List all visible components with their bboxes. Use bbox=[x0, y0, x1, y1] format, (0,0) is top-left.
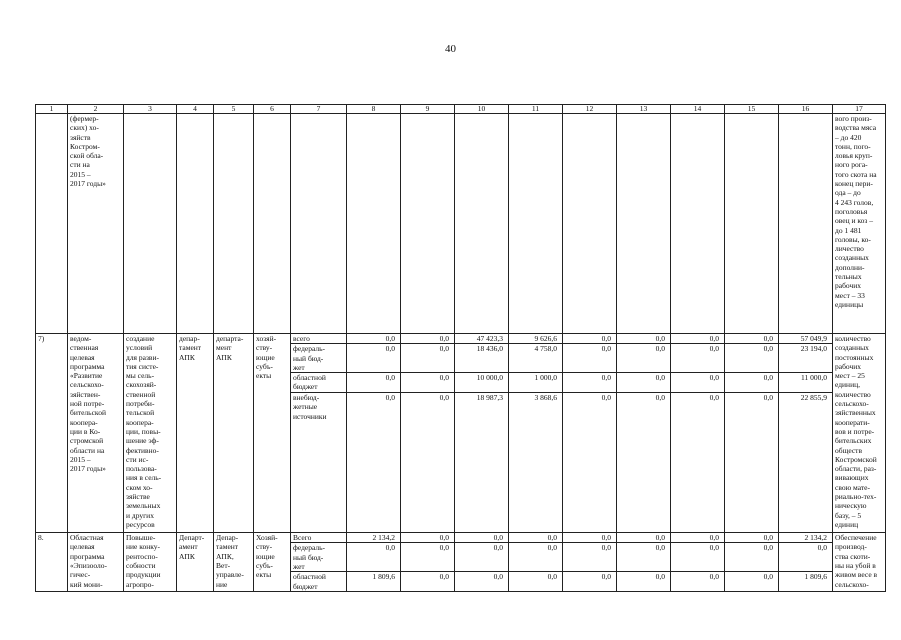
amount-cell: 0,0 bbox=[563, 344, 617, 373]
header-cell: 15 bbox=[725, 105, 779, 114]
amount-cell: 9 626,6 bbox=[509, 334, 563, 344]
header-cell: 11 bbox=[509, 105, 563, 114]
program-name: ведом- ственная целевая программа «Развитие сельскохо- зяйствен- ной потре- бительской коопера- ции в Ко- стромской области на 2015 – 2017 годы» bbox=[68, 334, 124, 533]
amount-cell: 11 000,0 bbox=[779, 373, 833, 393]
amount-cell: 0,0 bbox=[617, 533, 671, 543]
header-cell: 2 bbox=[68, 105, 124, 114]
header-cell: 1 bbox=[36, 105, 68, 114]
amount-cell: 0,0 bbox=[509, 543, 563, 572]
amount-cell: 0,0 bbox=[347, 334, 401, 344]
amount-cell: 0,0 bbox=[455, 572, 509, 592]
row-number: 7) bbox=[36, 334, 68, 533]
amount-cell: 0,0 bbox=[725, 373, 779, 393]
amount-cell: 0,0 bbox=[455, 533, 509, 543]
co-executor: Депар- тамент АПК, Вет- управле- ние bbox=[214, 533, 254, 592]
amount-cell: 2 134,2 bbox=[347, 533, 401, 543]
header-cell: 13 bbox=[617, 105, 671, 114]
funding-row bbox=[36, 533, 886, 543]
amount-cell: 0,0 bbox=[347, 543, 401, 572]
program-row-8 bbox=[36, 533, 886, 592]
header-cell: 12 bbox=[563, 105, 617, 114]
funding-source: Всего bbox=[291, 533, 347, 543]
amount-cell: 0,0 bbox=[617, 543, 671, 572]
amount-cell: 23 194,0 bbox=[779, 344, 833, 373]
header-cell: 8 bbox=[347, 105, 401, 114]
amount-cell: 0,0 bbox=[401, 393, 455, 533]
amount-cell: 0,0 bbox=[509, 533, 563, 543]
expected-result: количество созданных постоянных рабочих мест – 25 единиц, количество сельскохо- зяйственных кооперати- вов и потре- бительских обществ Костромской области, раз- вивающих свою мате- риально-тех- ническую базу, – 5 единиц bbox=[833, 334, 886, 533]
amount-cell: 18 436,0 bbox=[455, 344, 509, 373]
amount-cell: 0,0 bbox=[671, 393, 725, 533]
expected-result: Обеспечение производ- ства скоти- ны на убой в живом весе в сельскохо- bbox=[833, 533, 886, 592]
program-row-7 bbox=[36, 334, 886, 533]
amount-cell: 0,0 bbox=[671, 572, 725, 592]
header-row bbox=[36, 105, 886, 114]
row-number: 8. bbox=[36, 533, 68, 592]
amount-cell: 1 809,6 bbox=[779, 572, 833, 592]
program-table bbox=[35, 104, 886, 592]
amount-cell: 0,0 bbox=[401, 334, 455, 344]
amount-cell: 0,0 bbox=[347, 344, 401, 373]
amount-cell: 0,0 bbox=[725, 334, 779, 344]
amount-cell: 0,0 bbox=[617, 344, 671, 373]
amount-cell: 0,0 bbox=[725, 393, 779, 533]
amount-cell: 22 855,9 bbox=[779, 393, 833, 533]
amount-cell: 0,0 bbox=[671, 373, 725, 393]
header-cell: 9 bbox=[401, 105, 455, 114]
amount-cell: 0,0 bbox=[725, 572, 779, 592]
amount-cell: 57 049,9 bbox=[779, 334, 833, 344]
funding-row bbox=[36, 334, 886, 344]
funding-source: федераль- ный бюд- жет bbox=[291, 344, 347, 373]
header-cell: 17 bbox=[833, 105, 886, 114]
amount-cell: 0,0 bbox=[563, 533, 617, 543]
funding-source: федераль- ный бюд- жет bbox=[291, 543, 347, 572]
header-cell: 5 bbox=[214, 105, 254, 114]
amount-cell: 1 809,6 bbox=[347, 572, 401, 592]
responsible-executor: Департ- амент АПК bbox=[177, 533, 214, 592]
program-goal: создание условий для разви- тия систе- мы сель- скохозяй- ственной потреби- тельской коопера- ции, повы- шение эф- фективно- сти ис- пользова- ния в сель- ском хо- зяйстве земельных и других ресурсов bbox=[124, 334, 177, 533]
header-cell: 14 bbox=[671, 105, 725, 114]
amount-cell: 0,0 bbox=[563, 393, 617, 533]
participants: хозяй- ству- ющие субъ- екты bbox=[254, 334, 291, 533]
funding-source: областной бюджет bbox=[291, 572, 347, 592]
header-cell: 10 bbox=[455, 105, 509, 114]
amount-cell: 0,0 bbox=[347, 393, 401, 533]
amount-cell: 0,0 bbox=[401, 572, 455, 592]
amount-cell: 0,0 bbox=[725, 344, 779, 373]
header-cell: 3 bbox=[124, 105, 177, 114]
amount-cell: 2 134,2 bbox=[779, 533, 833, 543]
cell-result: вого произ- водства мяса – до 420 тонн, пого- ловья круп- ного рога- того скота на конец пери- ода – до 4 243 голов, поголовья овец и коз – до 1 481 головы, ко- личество созданных дополни- тельных рабочих мест – 33 единицы bbox=[833, 114, 886, 334]
amount-cell: 0,0 bbox=[725, 533, 779, 543]
amount-cell: 3 868,6 bbox=[509, 393, 563, 533]
amount-cell: 0,0 bbox=[455, 543, 509, 572]
header-cell: 6 bbox=[254, 105, 291, 114]
header-cell: 4 bbox=[177, 105, 214, 114]
amount-cell: 0,0 bbox=[671, 344, 725, 373]
program-name: Областная целевая программа «Эпизооло- гичес- кий мони- bbox=[68, 533, 124, 592]
header-cell: 16 bbox=[779, 105, 833, 114]
amount-cell: 0,0 bbox=[617, 334, 671, 344]
amount-cell: 0,0 bbox=[779, 543, 833, 572]
amount-cell: 0,0 bbox=[617, 373, 671, 393]
amount-cell: 0,0 bbox=[617, 393, 671, 533]
funding-source: всего bbox=[291, 334, 347, 344]
amount-cell: 0,0 bbox=[563, 373, 617, 393]
amount-cell: 0,0 bbox=[671, 533, 725, 543]
amount-cell: 0,0 bbox=[671, 334, 725, 344]
amount-cell: 4 758,0 bbox=[509, 344, 563, 373]
amount-cell: 0,0 bbox=[563, 572, 617, 592]
page-number: 40 bbox=[445, 43, 456, 55]
funding-source: внебюд- жетные источники bbox=[291, 393, 347, 533]
amount-cell: 0,0 bbox=[509, 572, 563, 592]
amount-cell: 0,0 bbox=[347, 373, 401, 393]
amount-cell: 10 000,0 bbox=[455, 373, 509, 393]
co-executor: департа- мент АПК bbox=[214, 334, 254, 533]
amount-cell: 1 000,0 bbox=[509, 373, 563, 393]
program-goal: Повыше- ние конку- рентоспо- собности продукции агропро- bbox=[124, 533, 177, 592]
funding-source: областной бюджет bbox=[291, 373, 347, 393]
amount-cell: 47 423,3 bbox=[455, 334, 509, 344]
responsible-executor: депар- тамент АПК bbox=[177, 334, 214, 533]
header-cell: 7 bbox=[291, 105, 347, 114]
continuation-row bbox=[36, 114, 886, 334]
participants: Хозяй- ству- ющие субъ- екты bbox=[254, 533, 291, 592]
amount-cell: 0,0 bbox=[671, 543, 725, 572]
amount-cell: 0,0 bbox=[401, 533, 455, 543]
amount-cell: 0,0 bbox=[725, 543, 779, 572]
cell-program-name: (фермер- ских) хо- зяйств Костром- ской обла- сти на 2015 – 2017 годы» bbox=[68, 114, 124, 334]
amount-cell: 0,0 bbox=[401, 344, 455, 373]
amount-cell: 0,0 bbox=[563, 543, 617, 572]
amount-cell: 0,0 bbox=[401, 373, 455, 393]
amount-cell: 0,0 bbox=[401, 543, 455, 572]
amount-cell: 18 987,3 bbox=[455, 393, 509, 533]
amount-cell: 0,0 bbox=[617, 572, 671, 592]
amount-cell: 0,0 bbox=[563, 334, 617, 344]
